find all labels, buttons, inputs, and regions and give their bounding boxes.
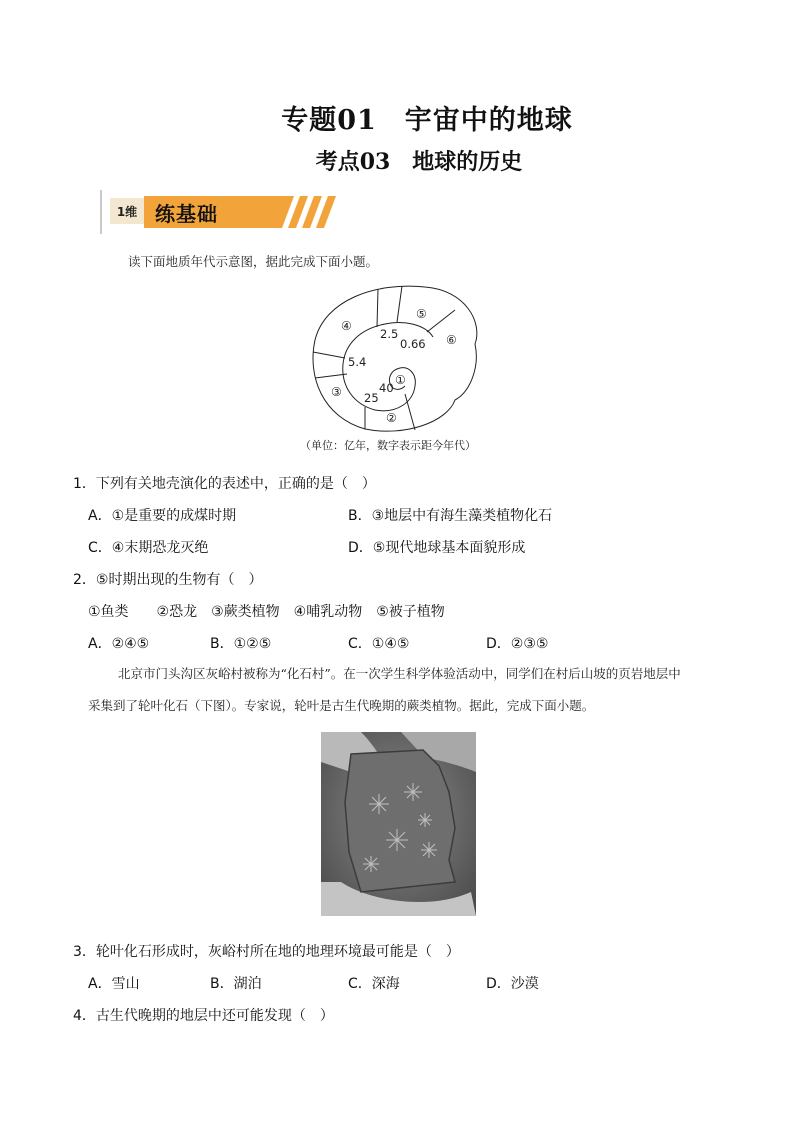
q2-option-a[interactable]: A．②④⑤	[88, 636, 150, 652]
q2-option-d[interactable]: D．②③⑤	[486, 636, 549, 652]
fossil-photo	[321, 732, 476, 916]
q2-option-b[interactable]: B．①②⑤	[210, 636, 272, 652]
section-banner	[100, 190, 290, 234]
age-label-25: 25	[364, 391, 379, 405]
q3-option-d[interactable]: D．沙漠	[486, 976, 539, 992]
age-label-0-66: 0.66	[400, 337, 426, 351]
q3-option-c[interactable]: C．深海	[348, 976, 400, 992]
q3-option-b[interactable]: B．湖泊	[210, 976, 262, 992]
intro-text-2-line-1: 北京市门头沟区灰峪村被称为“化石村”。在一次学生科学体验活动中，同学们在村后山坡的页岩地层中	[118, 666, 681, 681]
page-title: 专题01 宇宙中的地球	[281, 105, 573, 136]
page-subtitle: 考点03 地球的历史	[315, 149, 523, 175]
question-4-stem: 4．古生代晚期的地层中还可能发现（ ）	[73, 1008, 334, 1024]
period-label-2: ②	[386, 411, 397, 425]
geologic-time-diagram	[305, 282, 490, 434]
question-2-stem: 2．⑤时期出现的生物有（ ）	[73, 572, 263, 588]
banner-divider	[100, 190, 102, 234]
diagram-caption: （单位：亿年，数字表示距今年代）	[300, 439, 476, 452]
question-1-stem: 1．下列有关地壳演化的表述中，正确的是（ ）	[73, 476, 376, 492]
period-label-1: ①	[395, 373, 406, 387]
age-label-5-4: 5.4	[348, 355, 367, 369]
question-3-stem: 3．轮叶化石形成时，灰峪村所在地的地理环境最可能是（ ）	[73, 944, 460, 960]
age-label-2-5: 2.5	[380, 327, 399, 341]
period-label-3: ③	[331, 385, 342, 399]
intro-text-2-line-2: 采集到了轮叶化石（下图）。专家说，轮叶是古生代晚期的蕨类植物。据此，完成下面小题。	[88, 698, 595, 713]
age-label-40: 40	[379, 381, 394, 395]
period-label-6: ⑥	[446, 333, 457, 347]
q1-option-c[interactable]: C．④末期恐龙灭绝	[88, 540, 209, 556]
intro-text-1: 读下面地质年代示意图，据此完成下面小题。	[128, 254, 379, 269]
q2-option-c[interactable]: C．①④⑤	[348, 636, 410, 652]
q2-items: ①鱼类 ②恐龙 ③蕨类植物 ④哺乳动物 ⑤被子植物	[88, 604, 445, 620]
period-label-5: ⑤	[416, 307, 427, 321]
q1-option-b[interactable]: B．③地层中有海生藻类植物化石	[348, 508, 553, 524]
banner-label: 练基础	[155, 202, 218, 226]
q1-option-d[interactable]: D．⑤现代地球基本面貌形成	[348, 540, 526, 556]
period-label-4: ④	[341, 319, 352, 333]
q3-option-a[interactable]: A．雪山	[88, 976, 140, 992]
banner-badge: 1维	[110, 198, 144, 224]
q1-option-a[interactable]: A．①是重要的成煤时期	[88, 508, 237, 524]
